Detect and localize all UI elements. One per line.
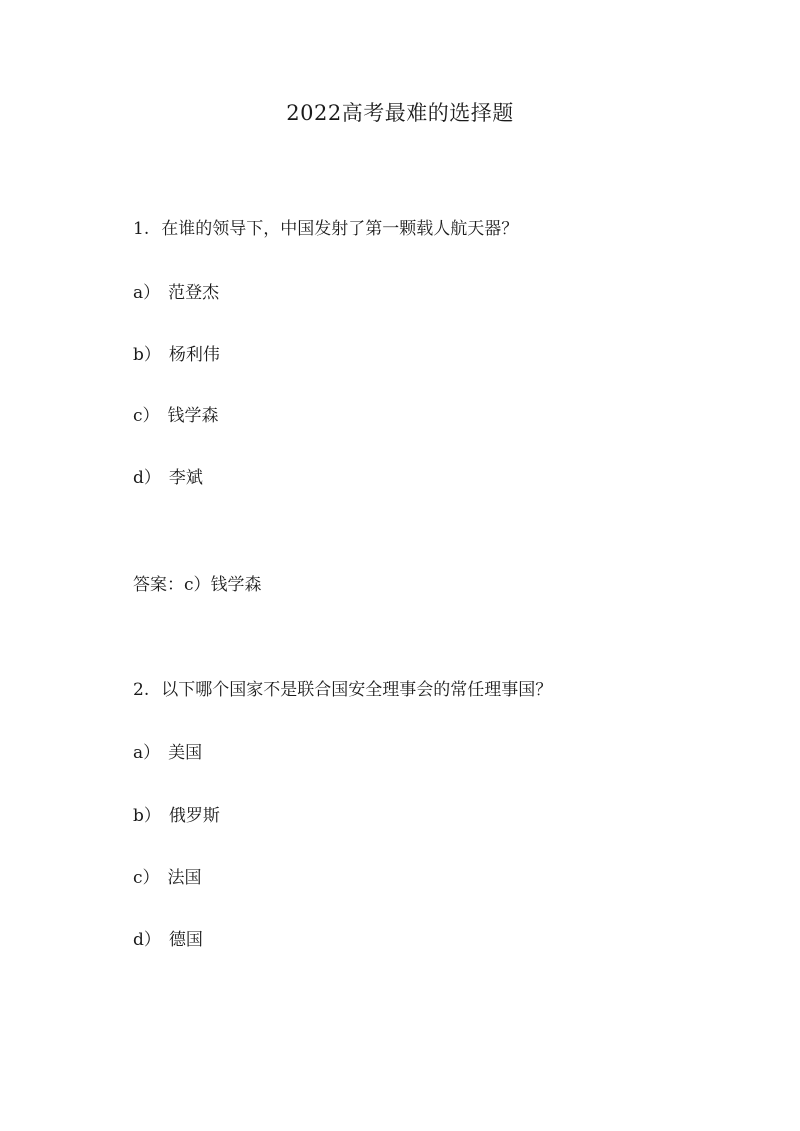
option-text: 钱学森 [167,406,219,426]
option-text: 李斌 [168,468,203,488]
option-text: 范登杰 [168,283,220,303]
option-label: d） [133,930,161,950]
option-text: 法国 [167,868,202,888]
option-text: 德国 [168,930,203,950]
question-1-number: 1. [133,219,150,239]
question-2-number: 2. [133,680,150,700]
option-label: c） [133,868,160,888]
question-1-answer: 答案：c）钱学森 [133,575,262,595]
option-label: d） [133,468,161,488]
question-2-option-a [133,740,202,766]
option-label: a） [133,283,161,303]
question-2-text: 以下哪个国家不是联合国安全理事会的常任理事国？ [161,680,553,700]
question-1 [133,216,518,242]
question-1-text: 在谁的领导下，中国发射了第一颗载人航天器？ [161,219,519,239]
question-2-option-d [133,927,203,953]
question-1-option-d [133,465,203,491]
option-text: 美国 [168,743,203,763]
option-text: 俄罗斯 [168,806,220,826]
question-1-option-b [133,342,220,368]
question-1-option-c [133,403,219,429]
question-2-option-b [133,803,220,829]
document-title: 2022高考最难的选择题 [286,101,514,125]
option-label: a） [133,743,161,763]
question-2-option-c [133,865,202,891]
option-label: b） [133,806,161,826]
option-text: 杨利伟 [168,345,220,365]
option-label: c） [133,406,160,426]
option-label: b） [133,345,161,365]
question-1-option-a [133,280,219,306]
question-2 [133,677,552,703]
